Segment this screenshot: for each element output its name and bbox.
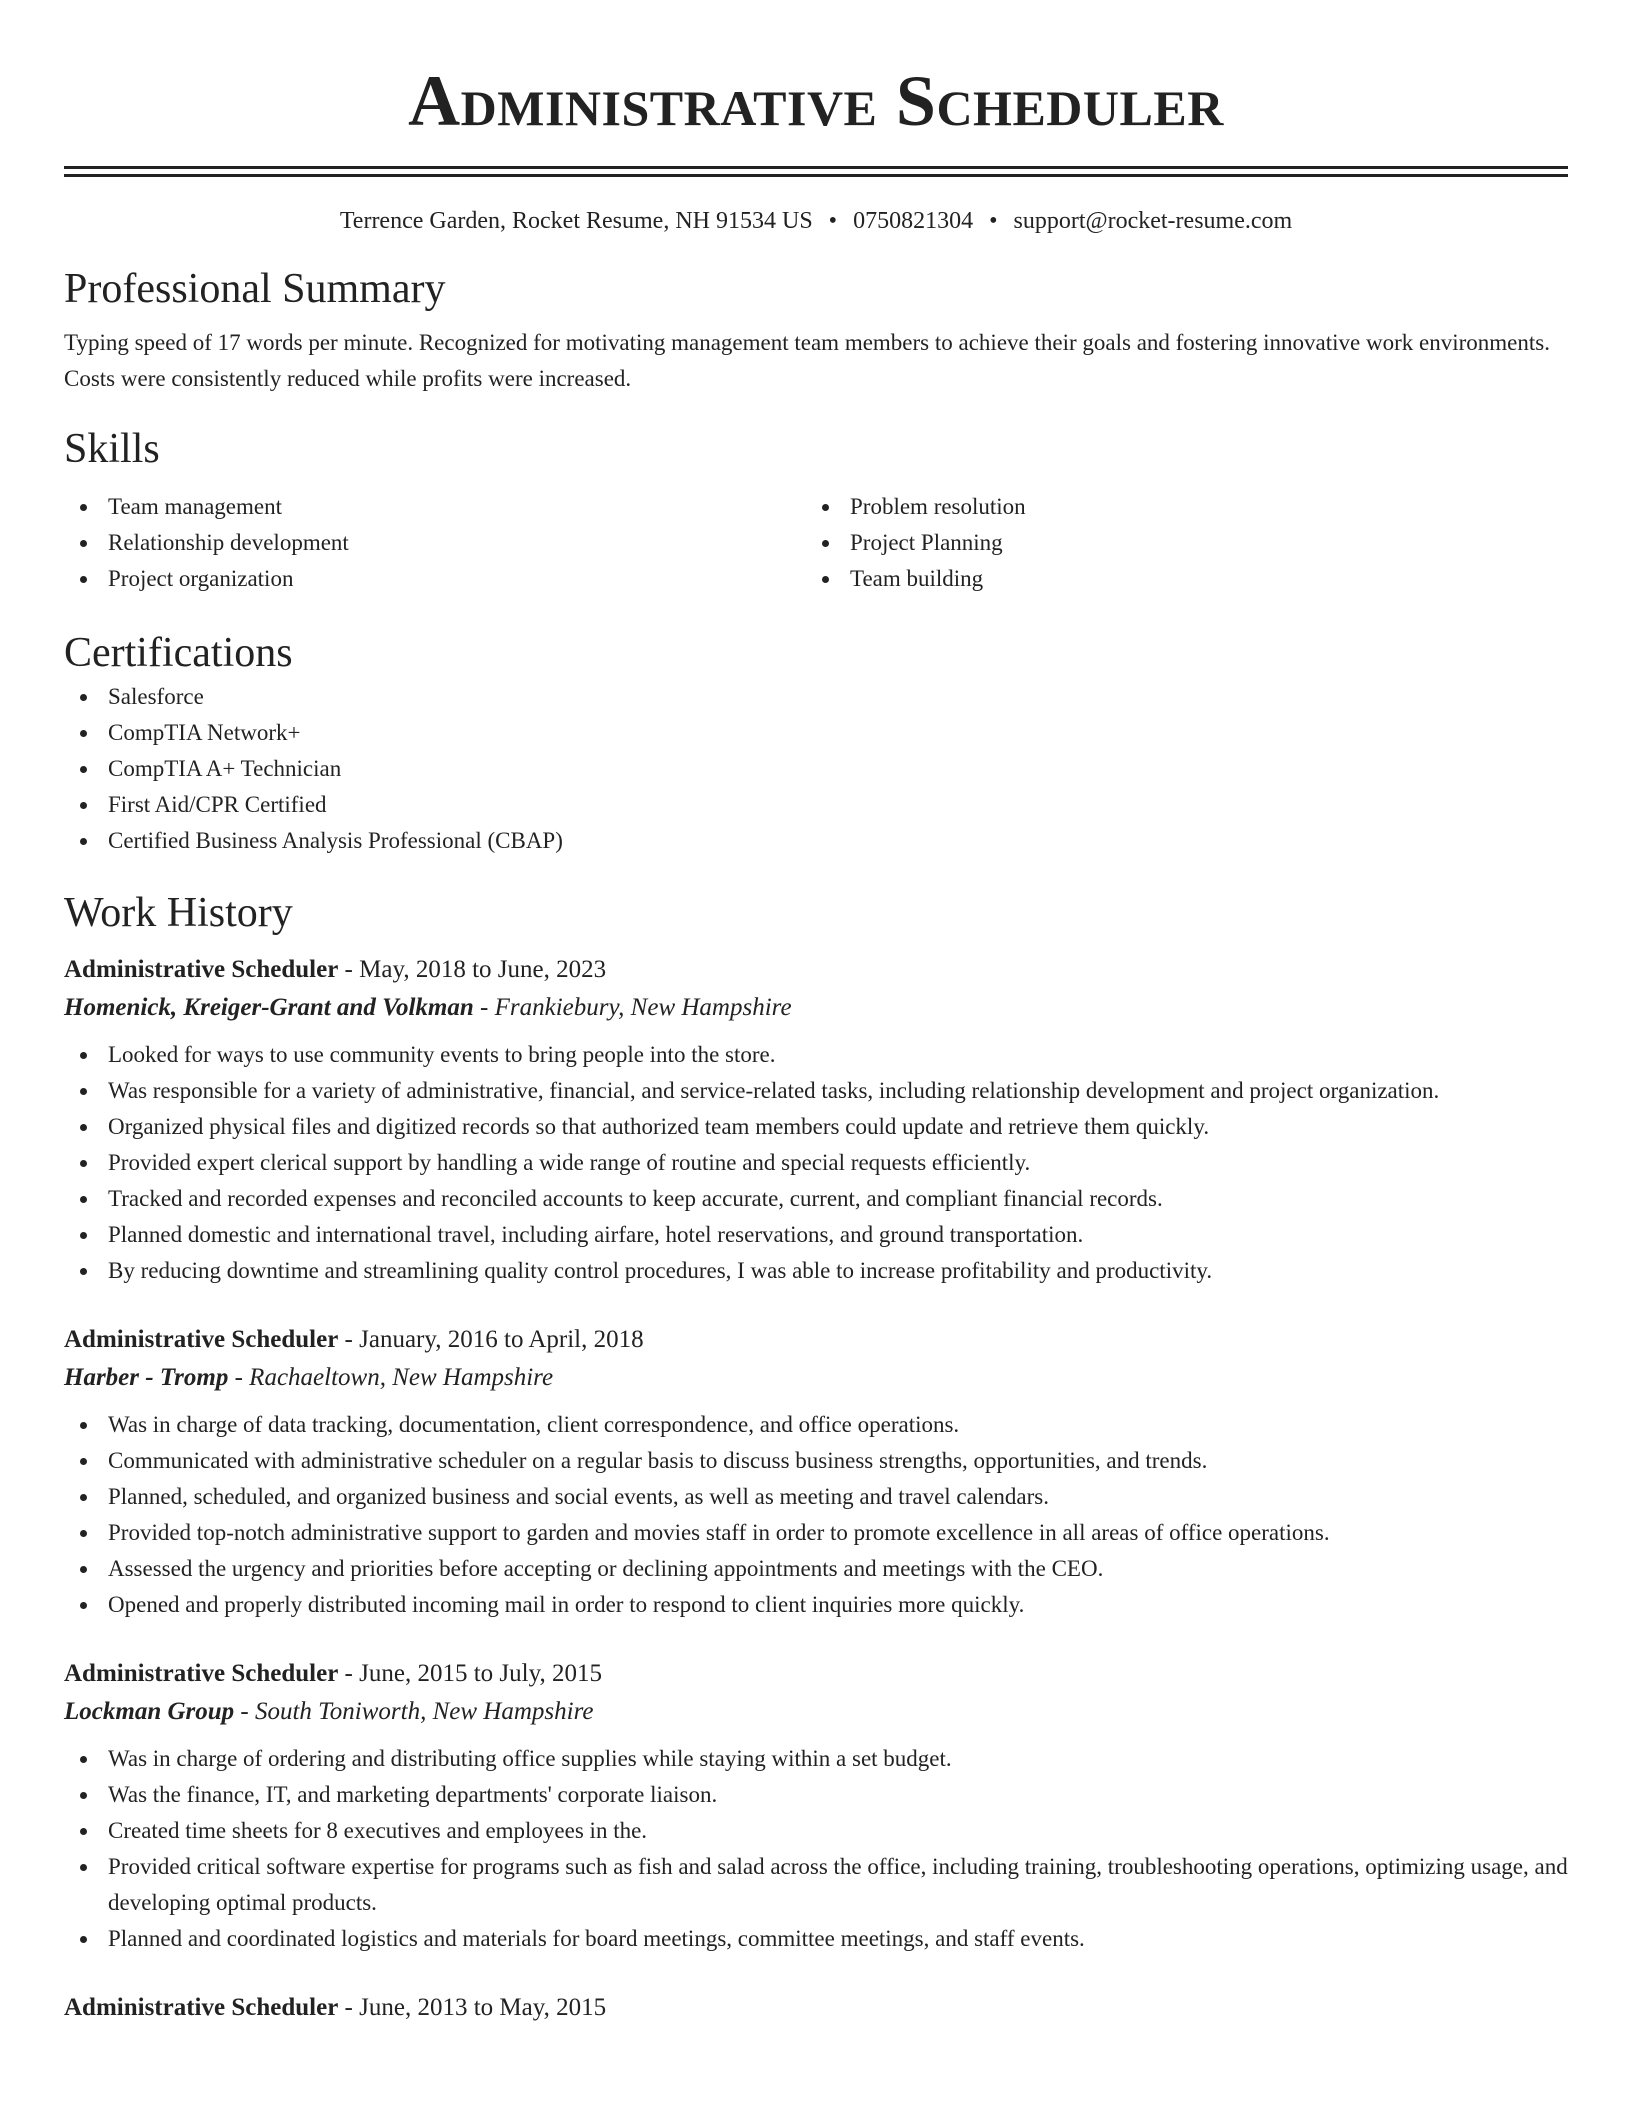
list-item-text: Relationship development (108, 530, 349, 555)
list-item-text: Was in charge of ordering and distributing office supplies while staying within a set budget. (108, 1746, 952, 1771)
contact-address: Terrence Garden, Rocket Resume, NH 91534 US (339, 208, 813, 234)
dash-separator: - (338, 1660, 360, 1687)
contact-phone[interactable]: 0750821304 (853, 208, 974, 234)
dash-separator: - (228, 1364, 250, 1391)
job-location: Rachaeltown, New Hampshire (249, 1364, 554, 1391)
bullet-dot (80, 1756, 87, 1763)
bullet-dot (80, 1422, 87, 1429)
section-heading-summary: Professional Summary (64, 266, 446, 312)
bullet-dot (80, 1232, 87, 1239)
job-title: Administrative Scheduler (64, 1994, 339, 2021)
list-item-text: Provided top-notch administrative support to garden and movies staff in order to promote excellence in all areas of office operations. (108, 1520, 1330, 1545)
bullet-dot (80, 1864, 87, 1871)
list-item (64, 1479, 1568, 1515)
job-dates: May, 2018 to June, 2023 (359, 956, 607, 983)
contact-line (64, 205, 1568, 237)
list-item (64, 1073, 1568, 1109)
list-item (64, 1443, 1568, 1479)
work-history-list (64, 951, 1568, 2027)
list-item-text: Organized physical files and digitized records so that authorized team members could update and retrieve them quickly. (108, 1114, 1210, 1139)
bullet-dot (80, 1268, 87, 1275)
bullet-separator: • (989, 208, 998, 234)
skills-column-right (806, 489, 1548, 597)
job-company: Harber - Tromp (64, 1364, 229, 1391)
bullet-dot (80, 1530, 87, 1537)
bullet-dot (80, 1494, 87, 1501)
list-item (64, 823, 1568, 859)
job-duties-list (64, 1741, 1568, 1957)
skills-column-left (64, 489, 806, 597)
job-location: South Toniworth, New Hampshire (254, 1698, 594, 1725)
list-item-text: Was in charge of data tracking, documentation, client correspondence, and office operations. (108, 1412, 960, 1437)
contact-email[interactable]: support@rocket-resume.com (1013, 208, 1293, 234)
job-entry (64, 1655, 1568, 1957)
job-duties-list (64, 1407, 1568, 1623)
bullet-dot (80, 1602, 87, 1609)
job-title: Administrative Scheduler (64, 1660, 339, 1687)
job-entry (64, 1989, 1568, 2027)
job-company-line (64, 1359, 1568, 1397)
certifications-list (64, 679, 1568, 859)
bullet-dot (80, 1160, 87, 1167)
list-item-text: Opened and properly distributed incoming mail in order to respond to client inquiries more quickly. (108, 1592, 1025, 1617)
job-company-line (64, 1693, 1568, 1731)
section-heading-skills: Skills (64, 426, 160, 472)
bullet-dot (80, 1458, 87, 1465)
list-item (64, 525, 806, 561)
list-item-text: Team building (850, 566, 984, 591)
job-title-line (64, 1655, 1568, 1693)
list-item (64, 1181, 1568, 1217)
list-item (64, 1551, 1568, 1587)
bullet-dot (822, 504, 829, 511)
bullet-dot (80, 838, 87, 845)
list-item (64, 1777, 1568, 1813)
list-item-text: Planned and coordinated logistics and materials for board meetings, committee meetings, and staff events. (108, 1926, 1085, 1951)
list-item-text: By reducing downtime and streamlining quality control procedures, I was able to increase profitability and productivity. (108, 1258, 1213, 1283)
job-title-line (64, 1321, 1568, 1359)
list-item-text: Was responsible for a variety of administrative, financial, and service-related tasks, including relationship development and project organization. (108, 1078, 1440, 1103)
list-item-text: Project Planning (850, 530, 1003, 555)
job-company: Homenick, Kreiger-Grant and Volkman (64, 994, 474, 1021)
resume-title: Administrative Scheduler (408, 61, 1224, 141)
section-heading-certifications: Certifications (64, 630, 293, 676)
bullet-dot (80, 1828, 87, 1835)
bullet-separator: • (828, 208, 838, 234)
list-item-text: Planned, scheduled, and organized business and social events, as well as meeting and travel calendars. (108, 1484, 1050, 1509)
job-dates: January, 2016 to April, 2018 (359, 1326, 644, 1353)
dash-separator: - (234, 1698, 255, 1725)
title-double-rule (64, 166, 1568, 177)
bullet-dot (80, 1936, 87, 1943)
list-item-text: Planned domestic and international travel, including airfare, hotel reservations, and ground transportation. (108, 1222, 1084, 1247)
list-item (64, 715, 1568, 751)
list-item-text: Provided critical software expertise for programs such as fish and salad across the office, including training, troubleshooting operations, optimizing usage, and developing optimal products. (108, 1854, 1568, 1915)
job-location: Frankiebury, New Hampshire (494, 994, 792, 1021)
bullet-dot (80, 802, 87, 809)
list-item (64, 561, 806, 597)
dash-separator: - (473, 994, 495, 1021)
summary-text: Typing speed of 17 words per minute. Recognized for motivating management team members to achieve their goals and fostering innovative work environments. Costs were consistently reduced while profits were increased. (64, 330, 1550, 391)
bullet-dot (80, 1088, 87, 1095)
list-item-text: Problem resolution (850, 494, 1026, 519)
list-item (64, 1587, 1568, 1623)
job-entry (64, 1321, 1568, 1623)
list-item-text: Salesforce (108, 684, 204, 709)
list-item-text: Created time sheets for 8 executives and employees in the. (108, 1818, 648, 1843)
list-item (64, 679, 1568, 715)
resume-page (64, 0, 1568, 2027)
list-item-text: Certified Business Analysis Professional (CBAP) (108, 828, 563, 853)
bullet-dot (80, 1566, 87, 1573)
list-item (806, 561, 1548, 597)
job-company-line (64, 989, 1568, 1027)
list-item (64, 1407, 1568, 1443)
section-heading-work-history: Work History (64, 890, 293, 936)
bullet-dot (80, 1196, 87, 1203)
job-dates: June, 2015 to July, 2015 (359, 1660, 602, 1687)
skills-list-right (806, 489, 1548, 597)
list-item (64, 1813, 1568, 1849)
job-title-line (64, 1989, 1568, 2027)
list-item-text: Team management (108, 494, 283, 519)
bullet-dot (80, 540, 87, 547)
list-item (64, 787, 1568, 823)
job-entry (64, 951, 1568, 1289)
job-duties-list (64, 1037, 1568, 1289)
bullet-dot (80, 1792, 87, 1799)
list-item (806, 489, 1548, 525)
list-item-text: First Aid/CPR Certified (108, 792, 327, 817)
list-item-text: Project organization (108, 566, 294, 591)
job-dates: June, 2013 to May, 2015 (359, 1994, 607, 2021)
list-item-text: Tracked and recorded expenses and reconciled accounts to keep accurate, current, and compliant financial records. (108, 1186, 1163, 1211)
list-item (64, 1741, 1568, 1777)
list-item (64, 751, 1568, 787)
bullet-dot (822, 540, 829, 547)
list-item (64, 1037, 1568, 1073)
list-item-text: CompTIA Network+ (108, 720, 301, 745)
list-item-text: Communicated with administrative scheduler on a regular basis to discuss business strengths, opportunities, and trends. (108, 1448, 1208, 1473)
dash-separator: - (338, 956, 360, 983)
bullet-dot (822, 576, 829, 583)
list-item-text: CompTIA A+ Technician (108, 756, 342, 781)
skills-list-left (64, 489, 806, 597)
job-title: Administrative Scheduler (64, 956, 339, 983)
list-item-text: Looked for ways to use community events to bring people into the store. (108, 1042, 776, 1067)
job-company: Lockman Group (64, 1698, 235, 1725)
bullet-dot (80, 504, 87, 511)
bullet-dot (80, 1052, 87, 1059)
list-item-text: Assessed the urgency and priorities before accepting or declining appointments and meetings with the CEO. (108, 1556, 1104, 1581)
list-item (64, 1253, 1568, 1289)
dash-separator: - (338, 1994, 360, 2021)
list-item (806, 525, 1548, 561)
bullet-dot (80, 766, 87, 773)
skills-grid (64, 489, 1568, 597)
dash-separator: - (338, 1326, 360, 1353)
job-title-line (64, 951, 1568, 989)
bullet-dot (80, 1124, 87, 1131)
list-item-text: Was the finance, IT, and marketing departments' corporate liaison. (108, 1782, 718, 1807)
bullet-dot (80, 694, 87, 701)
list-item (64, 1217, 1568, 1253)
list-item (64, 1515, 1568, 1551)
bullet-dot (80, 576, 87, 583)
list-item-text: Provided expert clerical support by handling a wide range of routine and special requests efficiently. (108, 1150, 1031, 1175)
list-item (64, 1921, 1568, 1957)
bullet-dot (80, 730, 87, 737)
list-item (64, 1145, 1568, 1181)
job-title: Administrative Scheduler (64, 1326, 339, 1353)
list-item (64, 489, 806, 525)
list-item (64, 1109, 1568, 1145)
list-item (64, 1849, 1568, 1921)
